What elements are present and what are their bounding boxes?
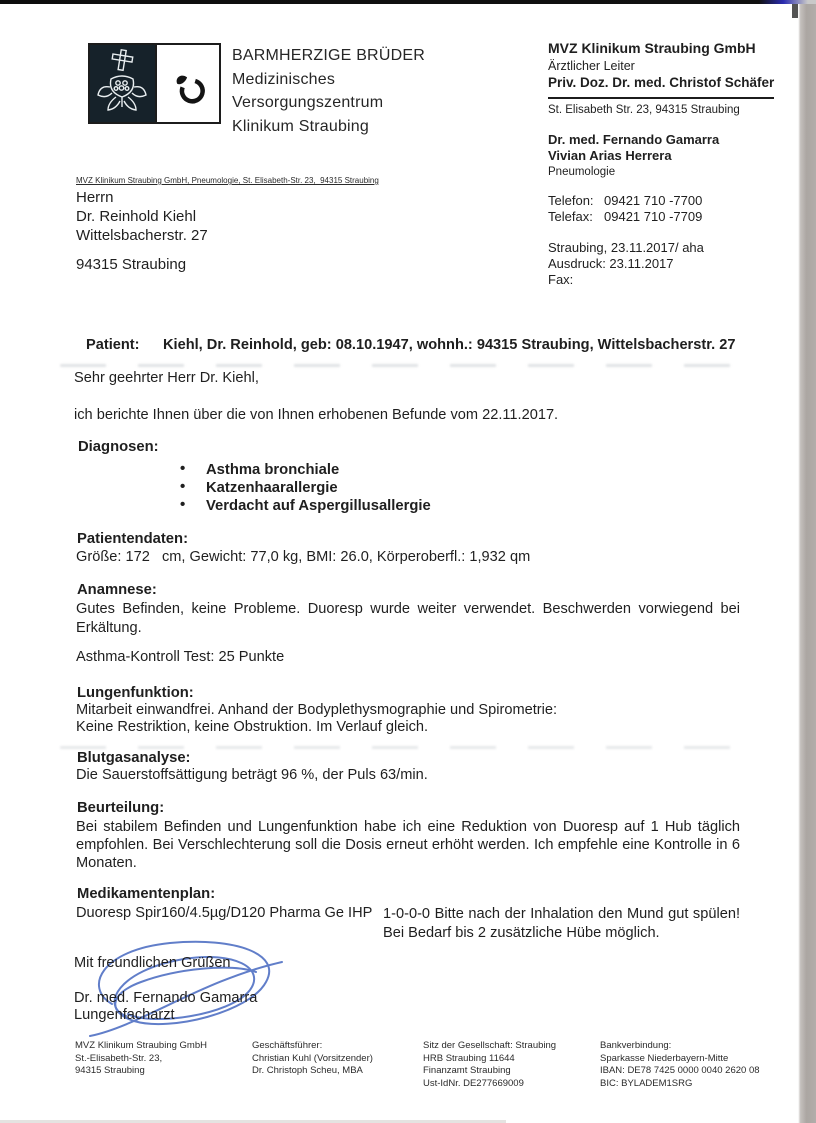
scan-right-edge-shadow — [795, 4, 816, 1123]
company-address: St. Elisabeth Str. 23, 94315 Straubing — [548, 104, 740, 116]
cross-pomegranate-emblem-icon — [96, 47, 148, 120]
fax-note-line: Fax: — [548, 272, 574, 287]
diagnosis-item: • Asthma bronchiale — [180, 461, 431, 479]
closing-line: Mit freundlichen Grüßen — [74, 955, 231, 971]
scan-corner-mark — [792, 4, 798, 18]
footer-line: Bankverbindung: — [600, 1040, 672, 1051]
footer-line: HRB Straubing 11644 — [423, 1052, 515, 1064]
greeting-line: Sehr geehrter Herr Dr. Kiehl, — [74, 370, 259, 386]
recipient-city: 94315 Straubing — [76, 256, 187, 273]
footer-line: MVZ Klinikum Straubing GmbH — [75, 1040, 207, 1051]
return-address-line: MVZ Klinikum Straubing GmbH, Pneumologie, St. Elisabeth-Str. 23, 94315 Straubing — [76, 176, 379, 185]
section-title-lungenfunktion: Lungenfunktion: — [77, 685, 194, 701]
print-date-line: Ausdruck: 23.11.2017 — [548, 256, 674, 271]
fax-label: Telefax: — [548, 209, 593, 224]
footer-line: Ust-IdNr. DE277669009 — [423, 1077, 524, 1089]
footer-line: St.-Elisabeth-Str. 23, — [75, 1052, 163, 1064]
org-line: Klinikum Straubing — [232, 117, 369, 135]
pomegranate-icon — [170, 71, 206, 114]
director-role: Ärztlicher Leiter — [548, 59, 635, 73]
org-line: Versorgungszentrum — [232, 94, 384, 111]
footer-line: Dr. Christoph Scheu, MBA — [252, 1065, 363, 1076]
patient-label: Patient: — [86, 337, 140, 353]
diagnosis-list — [180, 461, 431, 515]
section-title-diagnosen: Diagnosen: — [78, 439, 159, 455]
medication-row — [76, 905, 740, 943]
logo-white-square — [155, 45, 220, 122]
letterhead-contact-block — [548, 40, 788, 288]
medication-dosage-instructions: 1-0-0-0 Bitte nach der Inhalation den Mund gut spülen! Bei Bedarf bis 2 zusätzliche Hübe möglich. — [383, 906, 740, 941]
section-title-blutgasanalyse: Blutgasanalyse: — [77, 750, 191, 766]
org-name: BARMHERZIGE BRÜDER — [232, 47, 425, 64]
section-title-beurteilung: Beurteilung: — [77, 800, 165, 816]
asthma-control-test-line: Asthma-Kontroll Test: 25 Punkte — [76, 649, 285, 665]
recipient-address — [76, 188, 208, 245]
letterhead-divider — [548, 97, 774, 99]
footer-bank-column — [600, 1040, 760, 1090]
footer-line: Christian Kuhl (Vorsitzender) — [252, 1052, 373, 1064]
doctor-name: Vivian Arias Herrera — [548, 148, 672, 163]
footer-line: 94315 Straubing — [75, 1065, 145, 1076]
recipient-salutation-prefix: Herrn — [76, 189, 114, 206]
footer-company-column — [75, 1040, 207, 1078]
phone-number: 09421 710 -7700 — [604, 193, 703, 208]
phone-label: Telefon: — [548, 193, 594, 208]
logo-dark-square — [90, 45, 155, 122]
footer-line: BIC: BYLADEM1SRG — [600, 1077, 693, 1089]
footer-line: Geschäftsführer: — [252, 1040, 323, 1051]
barmherzige-brueder-logo — [88, 43, 221, 124]
footer-management-column — [252, 1040, 373, 1078]
paper-fold-line-upper — [60, 364, 750, 367]
footer-line: Finanzamt Straubing — [423, 1065, 511, 1076]
lungenfunktion-line2: Keine Restriktion, keine Obstruktion. Im Verlauf gleich. — [76, 719, 429, 735]
section-title-medikamentenplan: Medikamentenplan: — [77, 886, 216, 902]
section-title-patientendaten: Patientendaten: — [77, 531, 188, 547]
paper-fold-line-lower — [60, 746, 750, 749]
anamnese-text: Gutes Befinden, keine Probleme. Duoresp wurde weiter verwendet. Beschwerden vorwiegend bei Erkältung. — [76, 601, 740, 636]
footer-line: Sitz der Gesellschaft: Straubing — [423, 1040, 557, 1051]
org-line: Medizinisches — [232, 70, 336, 88]
city-date-line: Straubing, 23.11.2017/ aha — [548, 240, 704, 255]
company-name: MVZ Klinikum Straubing GmbH — [548, 40, 756, 56]
scan-top-edge — [0, 0, 816, 4]
footer-line: Sparkasse Niederbayern-Mitte — [600, 1052, 729, 1064]
director-name: Priv. Doz. Dr. med. Christof Schäfer — [548, 75, 775, 90]
signer-name: Dr. med. Fernando Gamarra — [74, 990, 258, 1006]
department-name: Pneumologie — [548, 166, 616, 178]
footer-registry-column — [423, 1040, 556, 1090]
medication-name: Duoresp Spir160/4.5µg/D120 Pharma Ge IHP — [76, 905, 373, 921]
patient-summary-row — [86, 337, 735, 353]
section-title-anamnese: Anamnese: — [77, 582, 157, 598]
intro-line: ich berichte Ihnen über die von Ihnen erhobenen Befunde vom 22.11.2017. — [74, 407, 559, 423]
patientendaten-text: Größe: 172 cm, Gewicht: 77,0 kg, BMI: 26.0, Körperoberfl.: 1,932 qm — [76, 549, 531, 565]
patient-details: Kiehl, Dr. Reinhold, geb: 08.10.1947, wohnh.: 94315 Straubing, Wittelsbacherstr. 27 — [163, 337, 736, 353]
recipient-street: Wittelsbacherstr. 27 — [76, 227, 208, 244]
footer-line: IBAN: DE78 7425 0000 0040 2620 08 — [600, 1065, 760, 1076]
blutgasanalyse-text: Die Sauerstoffsättigung beträgt 96 %, der Puls 63/min. — [76, 767, 428, 783]
doctor-name: Dr. med. Fernando Gamarra — [548, 132, 720, 147]
signer-title: Lungenfacharzt — [74, 1007, 175, 1023]
recipient-name: Dr. Reinhold Kiehl — [76, 208, 197, 225]
organization-wordmark — [232, 44, 425, 138]
fax-number: 09421 710 -7709 — [604, 209, 703, 224]
diagnosis-item: • Verdacht auf Aspergillusallergie — [180, 497, 431, 515]
diagnosis-item: • Katzenhaarallergie — [180, 479, 431, 497]
lungenfunktion-line1: Mitarbeit einwandfrei. Anhand der Bodyplethysmographie und Spirometrie: — [76, 702, 558, 718]
beurteilung-text: Bei stabilem Befinden und Lungenfunktion habe ich eine Reduktion von Duoresp auf 1 Hub täglich empfohlen. Bei Verschlechterung soll die Dosis erneut erhöht werden. Ich empfehle eine Kontrolle in 6 Monaten. — [76, 819, 740, 871]
